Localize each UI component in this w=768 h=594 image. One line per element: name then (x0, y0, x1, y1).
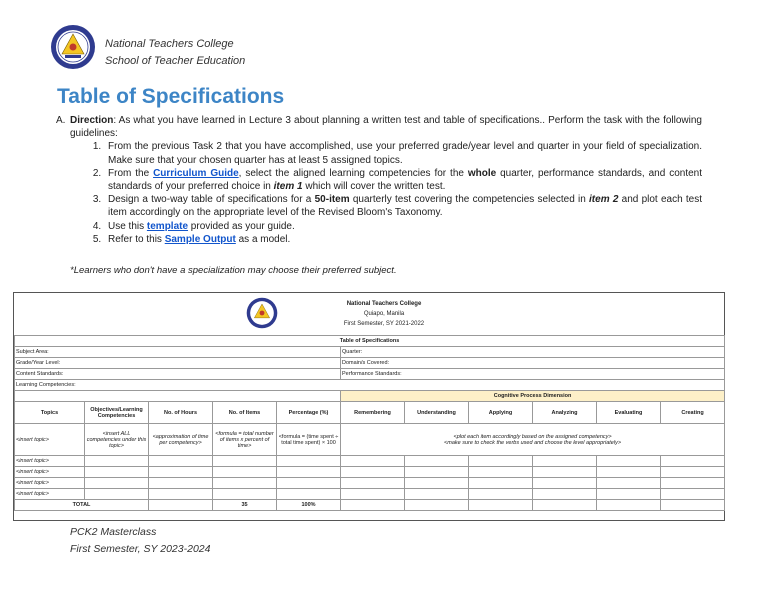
step-5-text-b: as a model. (235, 233, 291, 245)
step-4-text-b: provided as your guide. (188, 220, 295, 232)
total-percentage: 100% (277, 500, 341, 511)
footer (70, 524, 210, 558)
step-2-text-d: which will cover the written test. (302, 181, 446, 193)
col-hours: No. of Hours (149, 402, 213, 424)
header (50, 24, 450, 74)
plot-instruction-2: <make sure to check the verbs used and choose the level appropriately> (444, 439, 622, 446)
step-4 (104, 220, 702, 233)
step-4-text-a: Use this (108, 220, 147, 232)
course-name: PCK2 Masterclass (70, 526, 157, 538)
step-3-item-ref: item 2 (589, 194, 619, 206)
total-row (15, 500, 725, 511)
col-objectives: Objectives/Learning Competencies (85, 402, 149, 424)
direction-paragraph (56, 114, 702, 140)
plot-instruction-cell (341, 424, 725, 456)
direction-label: Direction (70, 115, 114, 126)
percentage-cell: <formula = (time spent ÷ total time spent) × 100 (277, 424, 341, 456)
content-standards-field: Content Standards: (15, 369, 341, 380)
step-2-text-c: quarter, performance standards, and content standards of your preferred choice in (108, 167, 702, 193)
learning-competencies-field: Learning Competencies: (15, 380, 725, 391)
direction-text (70, 114, 702, 140)
blank-cell (15, 391, 341, 402)
footer-semester: First Semester, SY 2023-2024 (70, 543, 211, 555)
step-2-bold: whole (467, 167, 497, 179)
tos-table-title: Table of Specifications (15, 336, 725, 347)
step-2-text-b: , select the aligned learning competencies for the (238, 167, 468, 179)
steps-list (56, 140, 702, 246)
topic-cell: <insert topic> (15, 478, 85, 489)
items-cell: <formula = total number of items x percent of time> (213, 424, 277, 456)
specialization-note: *Learners who don't have a specialization may choose their preferred subject. (70, 265, 397, 276)
hours-cell: <approximation of time per competency> (149, 424, 213, 456)
topic-cell: <insert topic> (15, 424, 85, 456)
total-items: 35 (213, 500, 277, 511)
step-2 (104, 167, 702, 193)
step-3-text-a: Design a two-way table of specifications for a (108, 194, 315, 206)
step-3-bold: 50-item (314, 194, 350, 206)
tos-location: Quiapo, Manila (363, 311, 405, 317)
college-name: National Teachers College (105, 38, 234, 50)
total-label: TOTAL (15, 500, 149, 511)
col-topics: Topics (15, 402, 85, 424)
col-applying: Applying (469, 402, 533, 424)
topic-cell: <insert topic> (15, 489, 85, 500)
topic-cell: <insert topic> (15, 467, 85, 478)
col-evaluating: Evaluating (597, 402, 661, 424)
direction-marker: A. (56, 115, 66, 126)
direction-body: : As what you have learned in Lecture 3 about planning a written test and table of specifications.. Perform the task with the following guidelines: (70, 115, 702, 140)
step-5-text-a: Refer to this (108, 233, 165, 245)
organization-block (105, 36, 245, 70)
table-row (15, 478, 725, 489)
direction-section (56, 114, 702, 246)
table-row (15, 424, 725, 456)
table-row (15, 467, 725, 478)
table-row (15, 456, 725, 467)
college-seal-icon (50, 24, 96, 70)
col-percentage: Percentage (%) (277, 402, 341, 424)
tos-template-preview (13, 292, 725, 521)
school-name: School of Teacher Education (105, 55, 246, 67)
page-title: Table of Specifications (57, 85, 285, 108)
objectives-cell: <insert ALL competencies under this topic> (85, 424, 149, 456)
plot-instruction-1: <plot each item accordingly based on the assigned competency> (453, 433, 612, 440)
step-3 (104, 193, 702, 219)
tos-header-text (304, 299, 464, 329)
col-items: No. of Items (213, 402, 277, 424)
step-5 (104, 233, 702, 246)
col-creating: Creating (661, 402, 725, 424)
sample-output-link[interactable]: Sample Output (164, 233, 236, 245)
curriculum-guide-link[interactable]: Curriculum Guide (153, 167, 239, 179)
col-analyzing: Analyzing (533, 402, 597, 424)
tos-header (14, 293, 724, 336)
table-row (15, 489, 725, 500)
college-seal-icon (246, 297, 278, 329)
step-2-text-a: From the (108, 167, 154, 179)
step-3-text-c: and plot each test item accordingly on the appropriate level of the Revised Bloom's Taxonomy. (108, 194, 702, 219)
cognitive-dimension-header: Cognitive Process Dimension (341, 391, 725, 402)
tos-semester: First Semester, SY 2021-2022 (343, 321, 425, 327)
quarter-field: Quarter: (341, 347, 725, 358)
domains-field: Domain/s Covered: (341, 358, 725, 369)
subject-area-field: Subject Area: (15, 347, 341, 358)
step-3-text-b: quarterly test covering the competencies selected in (349, 194, 590, 206)
step-1-text: From the previous Task 2 that you have accomplished, use your preferred grade/year level and quarter in your field of specialization. Make sure that your chosen quarter has at least 5 assigned topics. (108, 141, 702, 166)
performance-standards-field: Performance Standards: (341, 369, 725, 380)
grade-level-field: Grade/Year Level: (15, 358, 341, 369)
step-2-item-ref: item 1 (273, 181, 303, 193)
topic-cell: <insert topic> (15, 456, 85, 467)
tos-college: National Teachers College (346, 301, 422, 307)
template-link[interactable]: template (146, 220, 189, 232)
col-remembering: Remembering (341, 402, 405, 424)
col-understanding: Understanding (405, 402, 469, 424)
tos-table (14, 335, 725, 511)
step-1 (104, 140, 702, 166)
